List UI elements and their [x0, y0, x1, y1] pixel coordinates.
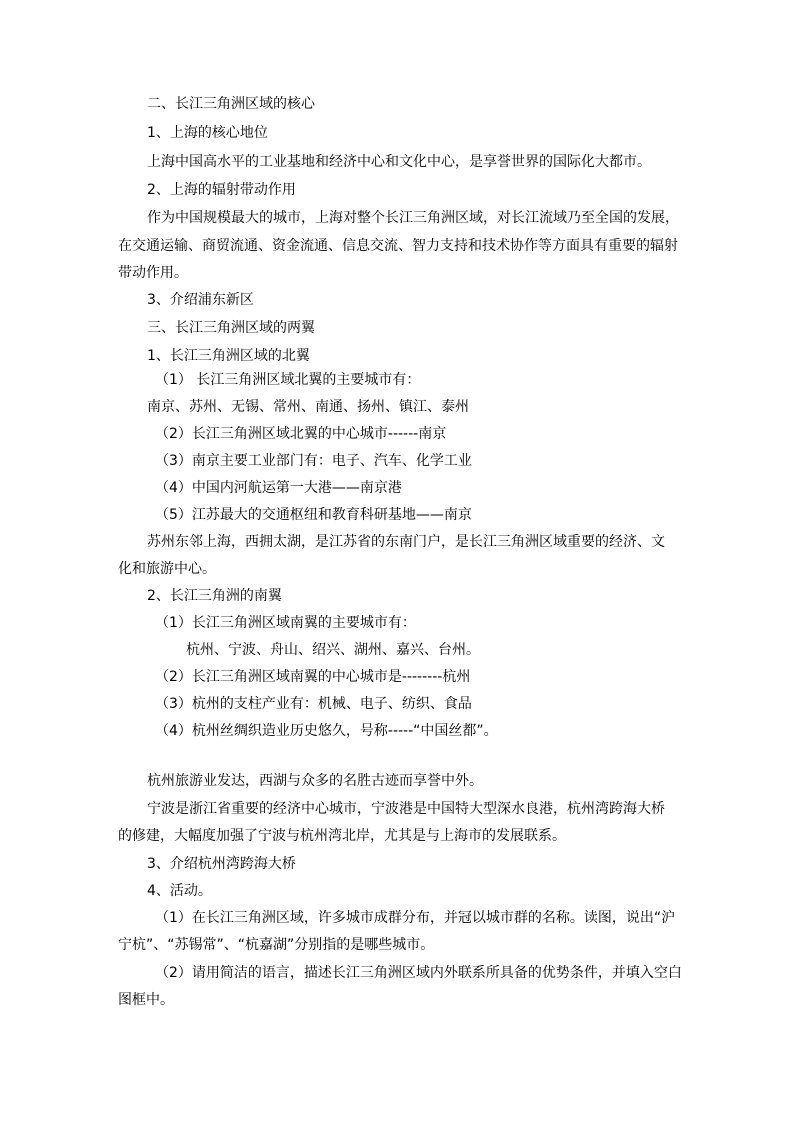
list-item: （5）江苏最大的交通枢纽和教育科研基地——南京	[155, 507, 472, 523]
paragraph-line: 化和旅游中心。	[118, 561, 216, 577]
paragraph-line: 杭州旅游业发达，西湖与众多的名胜古迹而享誉中外。	[147, 773, 483, 789]
section-heading-two-wings: 三、长江三角洲区域的两翼	[147, 320, 315, 336]
subheading-shanghai-radiation: 2、上海的辐射带动作用	[147, 182, 296, 198]
paragraph-line: 图框中。	[118, 992, 174, 1008]
list-item: （3）南京主要工业部门有：电子、汽车、化学工业	[155, 453, 472, 469]
section-heading-core: 二、长江三角洲区域的核心	[147, 96, 315, 112]
list-item: （2）请用简洁的语言，描述长江三角洲区域内外联系所具备的优势条件，并填入空白	[155, 965, 682, 981]
subheading-south-wing: 2、长江三角洲的南翼	[147, 588, 282, 604]
paragraph-line: 在交通运输、商贸流通、资金流通、信息交流、智力支持和技术协作等方面具有重要的辐射	[118, 238, 678, 254]
subheading-north-wing: 1、长江三角洲区域的北翼	[147, 348, 310, 364]
list-item: （1） 长江三角洲区域北翼的主要城市有：	[155, 372, 421, 388]
subheading-pudong: 3、介绍浦东新区	[147, 292, 254, 308]
paragraph-line: 宁杭”、“苏锡常”、“杭嘉湖”分别指的是哪些城市。	[118, 937, 435, 953]
subheading-hangzhou-bay-bridge: 3、介绍杭州湾跨海大桥	[147, 856, 296, 872]
list-item: （4）中国内河航运第一大港——南京港	[155, 480, 402, 496]
paragraph-line: 苏州东邻上海，西拥太湖，是江苏省的东南门户，是长江三角洲区域重要的经济、文	[147, 534, 665, 550]
paragraph-line: 的修建，大幅度加强了宁波与杭州湾北岸，尤其是与上海市的发展联系。	[118, 828, 566, 844]
paragraph-line: 宁波是浙江省重要的经济中心城市，宁波港是中国特大型深水良港，杭州湾跨海大桥	[147, 801, 665, 817]
subheading-activity: 4、活动。	[147, 883, 212, 899]
paragraph-line: 作为中国规模最大的城市，上海对整个长江三角洲区域，对长江流域乃至全国的发展，	[147, 210, 679, 226]
paragraph-line: 上海中国高水平的工业基地和经济中心和文化中心，是享誉世界的国际化大都市。	[147, 154, 651, 170]
list-item: （1）长江三角洲区域南翼的主要城市有：	[155, 615, 416, 631]
list-item: （2）长江三角洲区域南翼的中心城市是--------杭州	[155, 669, 471, 685]
paragraph-line: 杭州、宁波、舟山、绍兴、湖州、嘉兴、台州。	[186, 642, 480, 658]
paragraph-line: 带动作用。	[118, 265, 188, 281]
list-item: （4）杭州丝绸织造业历史悠久，号称-----“中国丝都”。	[155, 723, 498, 739]
subheading-shanghai-core: 1、上海的核心地位	[147, 125, 268, 141]
list-item: （1）在长江三角洲区域，许多城市成群分布，并冠以城市群的名称。读图，说出“沪	[155, 910, 676, 926]
list-item: （3）杭州的支柱产业有：机械、电子、纺织、食品	[155, 696, 472, 712]
paragraph-line: 南京、苏州、无锡、常州、南通、扬州、镇江、泰州	[147, 399, 469, 415]
list-item: （2）长江三角洲区域北翼的中心城市------南京	[155, 426, 447, 442]
